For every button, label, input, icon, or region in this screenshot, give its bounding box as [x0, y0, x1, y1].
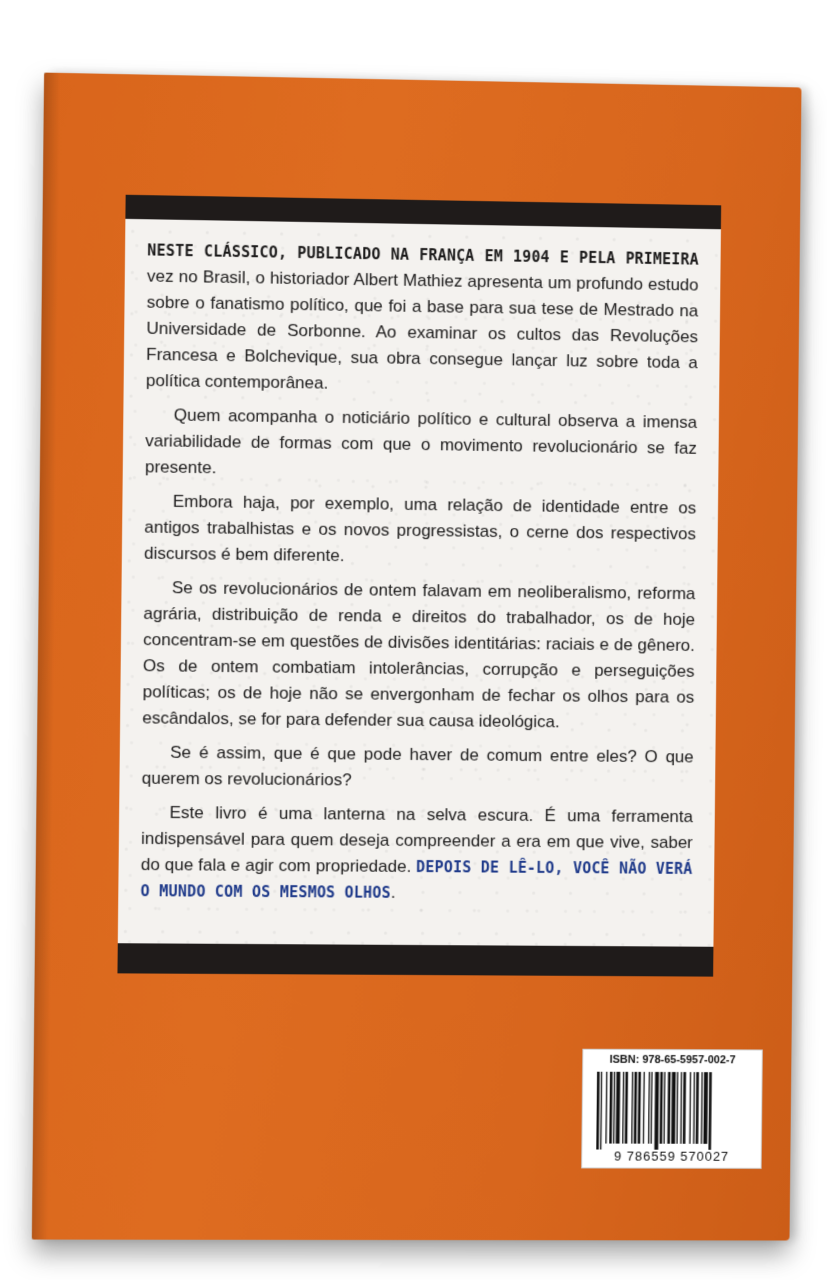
- barcode-stripe: [660, 1072, 663, 1144]
- barcode-stripe: [638, 1072, 641, 1144]
- blurb-paragraph-3: Embora haja, por exemplo, uma relação de identidade entre os antigos trabalhistas e os novos progressistas, o cerne dos respectivos discursos é bem diferente.: [143, 491, 697, 566]
- blurb-paragraph-6-end: .: [390, 882, 396, 902]
- barcode-stripe: [648, 1072, 650, 1144]
- book-back-cover: [32, 73, 802, 1241]
- barcode-stripe: [696, 1072, 699, 1144]
- barcode-stripe: [676, 1072, 678, 1144]
- barcode-stripe: [680, 1072, 682, 1144]
- barcode-stripe: [605, 1072, 607, 1144]
- blurb-text: [140, 237, 699, 915]
- barcode-stripe: [622, 1072, 624, 1144]
- barcode-stripe: [689, 1072, 691, 1144]
- barcode-stripe: [693, 1072, 695, 1144]
- barcode-stripe: [667, 1072, 670, 1144]
- barcode-stripe: [596, 1072, 599, 1150]
- barcode-stripe: [609, 1072, 612, 1144]
- barcode-stripe: [613, 1072, 615, 1144]
- barcode-stripe: [616, 1072, 621, 1144]
- barcode-stripe: [703, 1072, 708, 1144]
- blurb-closing-highlight: DEPOIS DE LÊ-LO, VOCÊ NÃO VERÁ O MUNDO COM OS MESMOS OLHOS: [140, 857, 693, 902]
- blurb-paragraph-6-start: Este livro é uma lanterna na selva escura. É uma ferramenta indispensável para quem deseja compreender a era em que vive, saber do que fala e agir com propriedade.: [140, 802, 694, 876]
- barcode-stripe: [663, 1072, 665, 1144]
- isbn-barcode: [581, 1049, 763, 1169]
- blurb-paragraph-1-rest: vez no Brasil, o historiador Albert Mathiez apresenta um profundo estudo sobre o fanatismo político, que foi a base para sua tese de Mestrado na Universidade de Sorbonne. Ao examinar os cultos das Revoluções Francesa e Bolchevique, sua obra consegue lançar luz sobre toda a política contemporânea.: [145, 266, 699, 393]
- barcode-bars: [594, 1072, 753, 1150]
- blurb-paragraph-4: Se os revolucionários de ontem falavam em neoliberalismo, reforma agrária, distribuição de renda e direitos do trabalhador, os de hoje concentram-se em questões de divisões identitárias: raciais e de gênero. Os de ontem combatiam intolerâncias, corrupção e perseguições políticas; os de hoje não se envergonham de fechar os olhos para os escândalos, se for para defender sua causa ideológica.: [142, 578, 696, 732]
- barcode-digits: 9 786559 570027: [613, 1148, 730, 1164]
- blurb-panel-paper: [118, 219, 721, 947]
- barcode-stripe: [651, 1072, 653, 1144]
- isbn-label: ISBN: 978-65-5957-002-7: [609, 1053, 736, 1067]
- barcode-stripe: [634, 1072, 637, 1144]
- blurb-panel: [117, 195, 721, 977]
- barcode-stripe: [600, 1072, 602, 1150]
- barcode-stripe: [631, 1072, 633, 1144]
- blurb-paragraph-6: [140, 800, 693, 908]
- blurb-paragraph-5: Se é assim, que é que pode haver de comum entre eles? O que querem os revolucionários?: [141, 742, 694, 790]
- barcode-stripe: [708, 1072, 711, 1150]
- blurb-lead: NESTE CLÁSSICO, PUBLICADO NA FRANÇA EM 1904 E PELA PRIMEIRA: [147, 241, 699, 269]
- barcode-stripe: [643, 1072, 645, 1144]
- barcode-stripe: [701, 1072, 703, 1144]
- blurb-paragraph-1: [146, 237, 699, 402]
- barcode-stripe: [625, 1072, 628, 1144]
- barcode-stripe: [654, 1072, 659, 1150]
- barcode-stripe: [671, 1072, 676, 1144]
- barcode-stripe: [683, 1072, 686, 1144]
- blurb-paragraph-2: Quem acompanha o noticiário político e cultural observa a imensa variabilidade de formas com que o movimento revolucionário se faz presente.: [144, 405, 698, 478]
